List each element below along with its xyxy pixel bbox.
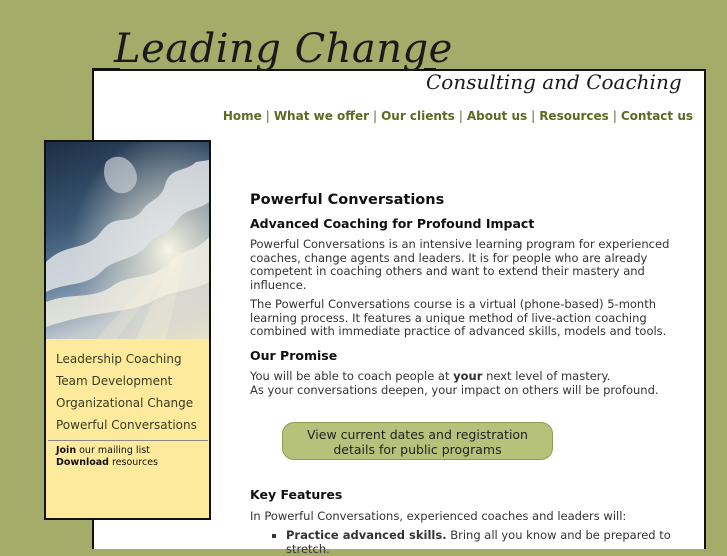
features-intro: In Powerful Conversations, experienced coaches and leaders will: xyxy=(250,508,627,523)
nav-contact-us[interactable]: Contact us xyxy=(620,109,693,123)
nav-separator: | xyxy=(373,109,378,123)
sky-clouds-photo xyxy=(46,142,209,339)
join-link[interactable]: Join xyxy=(56,445,77,456)
download-link[interactable]: Download xyxy=(56,457,109,468)
nav-separator: | xyxy=(458,109,463,123)
nav-separator: | xyxy=(531,109,536,123)
sidebar-item-powerful-conversations[interactable]: Powerful Conversations xyxy=(56,418,197,432)
sidebar-item-leadership-coaching[interactable]: Leadership Coaching xyxy=(56,352,182,366)
feature-bold: Practice advanced skills. xyxy=(286,528,447,542)
logo-subtitle: Consulting and Coaching xyxy=(426,70,682,94)
sidebar-item-organizational-change[interactable]: Organizational Change xyxy=(56,396,194,410)
nav-resources[interactable]: Resources xyxy=(539,109,609,123)
nav-separator: | xyxy=(265,109,270,123)
features-heading: Key Features xyxy=(250,487,343,502)
intro-paragraph: Powerful Conversations is an intensive learning program for experienced coaches, change agents and leaders. It is for people who are already competent in coaching others and want to extend their mastery and influence. xyxy=(250,237,670,292)
promise-heading: Our Promise xyxy=(250,347,338,363)
logo-title[interactable]: Leading Change xyxy=(114,26,453,72)
nav-our-clients[interactable]: Our clients xyxy=(381,109,455,123)
sidebar-small-links xyxy=(46,445,209,469)
cta-line1: View current dates and registration xyxy=(307,427,528,442)
list-item xyxy=(272,529,680,556)
page-subtitle: Advanced Coaching for Profound Impact xyxy=(250,215,535,231)
feature-text: Bring all you know and be prepared to stretch. xyxy=(286,528,671,556)
features-list xyxy=(272,529,680,556)
sidebar-divider xyxy=(48,440,208,441)
main-content xyxy=(250,194,680,556)
cta-line2: details for public programs xyxy=(333,442,502,457)
promise-line1-post: next level of mastery. xyxy=(482,369,611,383)
download-text: resources xyxy=(108,457,159,468)
view-dates-button[interactable] xyxy=(282,422,553,460)
nav-separator: | xyxy=(612,109,617,123)
nav-what-we-offer[interactable]: What we offer xyxy=(273,109,370,123)
join-text: our mailing list xyxy=(76,445,150,456)
nav-about-us[interactable]: About us xyxy=(466,109,528,123)
page-title: Powerful Conversations xyxy=(250,192,445,208)
sidebar-links xyxy=(46,339,209,441)
sidebar-item-team-development[interactable]: Team Development xyxy=(56,374,173,388)
key-features-section xyxy=(250,488,680,556)
top-navigation xyxy=(223,109,693,123)
promise-line1-bold: your xyxy=(453,369,483,383)
sidebar xyxy=(44,140,211,520)
promise-line2: As your conversations deepen, your impact on others will be profound. xyxy=(250,382,659,397)
promise-text xyxy=(250,370,680,397)
course-paragraph: The Powerful Conversations course is a virtual (phone-based) 5-month learning process. It features a unique method of live-action coaching combined with immediate practice of advanced skills, models and tools. xyxy=(250,297,667,338)
nav-home[interactable]: Home xyxy=(222,109,262,123)
promise-line1-pre: You will be able to coach people at xyxy=(250,369,454,383)
